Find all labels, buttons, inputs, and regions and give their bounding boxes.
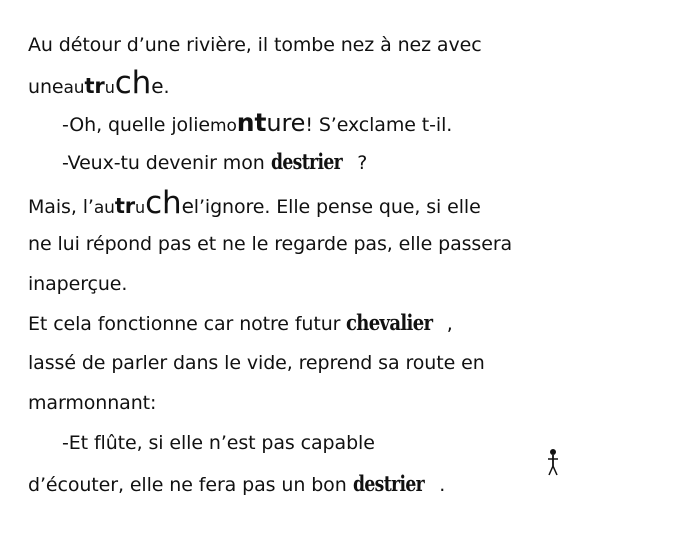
story-line-10 bbox=[28, 391, 156, 415]
line-text: lassé de parler dans le vide, reprend sa route en bbox=[28, 352, 485, 374]
line-text: inaperçue. bbox=[28, 273, 128, 295]
mixed-letters: u bbox=[104, 78, 115, 97]
line-text: . bbox=[163, 76, 170, 98]
mixed-letters: tr bbox=[114, 194, 136, 218]
fancy-word: chevalier bbox=[346, 310, 433, 335]
mixed-letters: ure bbox=[266, 109, 306, 137]
line-text: , bbox=[446, 313, 453, 335]
mixed-letters: ch bbox=[145, 185, 182, 221]
fancy-word: destrier bbox=[270, 149, 342, 174]
story-line-7 bbox=[28, 272, 127, 296]
line-text: . bbox=[439, 474, 446, 496]
story-line-1 bbox=[28, 33, 482, 57]
line-text: Mais, l’ bbox=[28, 196, 94, 218]
line-text: -Et flûte, si elle n’est pas capable bbox=[62, 432, 375, 454]
stick-figure-icon bbox=[546, 448, 560, 478]
mixed-letters: u bbox=[135, 198, 146, 217]
story-line-12 bbox=[28, 472, 445, 497]
mixed-letters: au bbox=[63, 78, 85, 98]
fancy-word: destrier bbox=[352, 471, 424, 496]
line-text: d’écouter, elle ne fera pas un bon bbox=[28, 474, 353, 496]
line-text: -Veux-tu devenir mon bbox=[62, 152, 271, 174]
mixed-letters: au bbox=[93, 198, 115, 218]
line-text: l’ignore. Elle pense que, si elle bbox=[193, 196, 481, 218]
mixed-letters: mo bbox=[210, 116, 237, 136]
mixed-letters: ch bbox=[114, 65, 152, 101]
mixed-letters: e bbox=[151, 74, 164, 98]
line-text: ! S’exclame t-il. bbox=[305, 114, 453, 136]
mixed-letters: e bbox=[181, 194, 194, 218]
story-line-4 bbox=[62, 150, 367, 175]
story-line-5 bbox=[28, 185, 481, 221]
line-text: ne lui répond pas et ne le regarde pas, elle passera bbox=[28, 233, 513, 255]
line-text: ? bbox=[357, 152, 368, 174]
story-line-9 bbox=[28, 351, 485, 375]
story-line-2 bbox=[28, 65, 170, 101]
mixed-letters: nt bbox=[236, 108, 267, 137]
mixed-letters: tr bbox=[84, 74, 105, 98]
line-text: marmonnant: bbox=[28, 392, 157, 414]
story-line-11 bbox=[62, 431, 375, 455]
line-text: Et cela fonctionne car notre futur bbox=[28, 313, 347, 335]
story-line-3 bbox=[62, 108, 453, 138]
line-text: une bbox=[28, 76, 64, 98]
line-text: -Oh, quelle jolie bbox=[62, 114, 210, 136]
line-text: Au détour d’une rivière, il tombe nez à nez avec bbox=[28, 34, 482, 56]
story-line-8 bbox=[28, 311, 453, 336]
story-line-6 bbox=[28, 232, 512, 256]
